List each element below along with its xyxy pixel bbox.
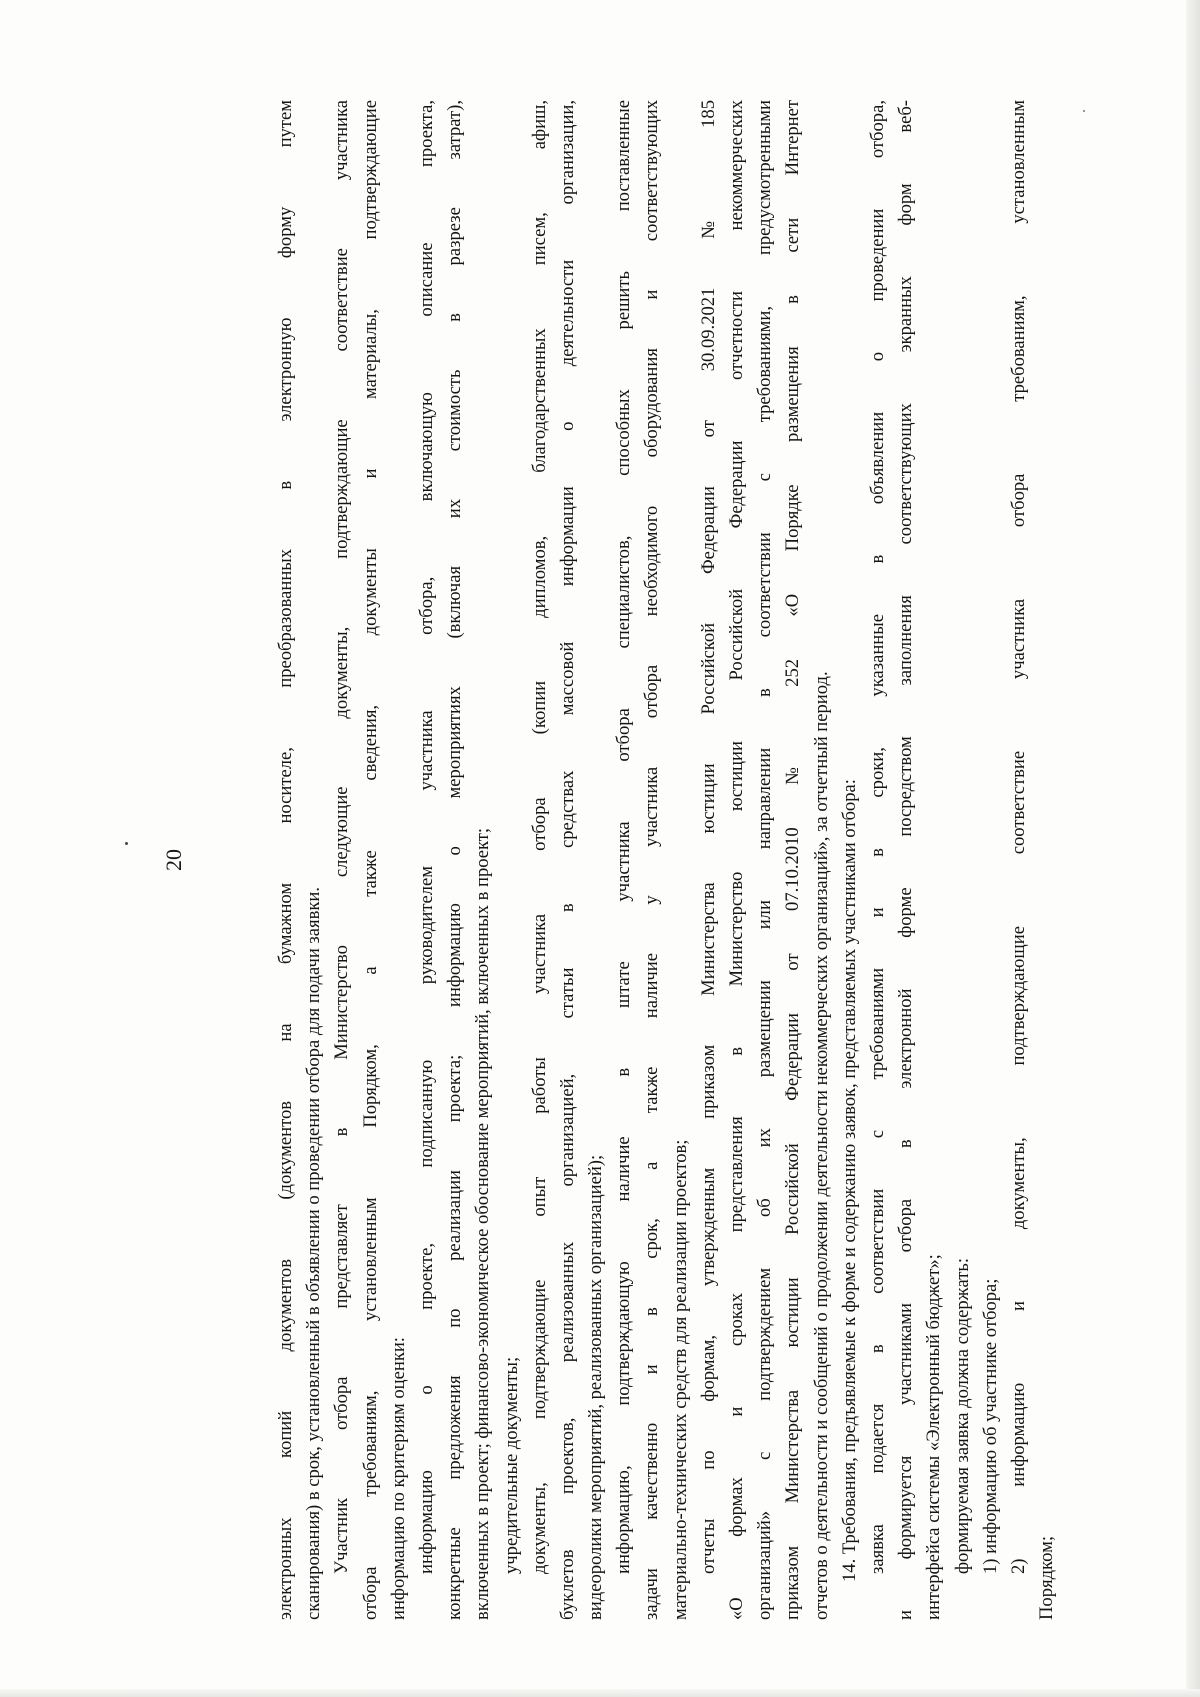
text-line: 1) информацию об участнике отбора; [979,1278,1001,1574]
page-number: 20 [161,849,186,871]
text-line: Порядком; [1036,1536,1058,1620]
text-line: включенных в проект; финансово-экономическое обоснование мероприятий, включенных в проект; [472,827,494,1620]
page-edge-shadow [1186,0,1200,1697]
text-line: конкретные предложения по реализации проекта; информацию о мероприятиях (включая их стоимость в разрезе затрат), [444,100,466,1620]
scan-speck [125,842,128,845]
text-line: электронных копий документов (документов на бумажном носителе, преобразованных в электронную форму путем [275,100,296,1620]
text-line: информацию по критериям оценки: [387,1337,409,1620]
text-line: задачи качественно и в срок, а также наличие у участника отбора необходимого оборудования и соответствующих [641,100,663,1620]
text-line: материально-технических средств для реализации проектов; [669,1139,691,1620]
text-line: и формируется участниками отбора в электронной форме посредством заполнения соответствующих экранных форм веб- [895,100,917,1620]
text-line: организаций» с подтверждением об их размещении или направлении в соответствии с требованиями, предусмотренными [754,100,776,1620]
text-line: 2) информацию и документы, подтверждающие соответствие участника отбора требованиям, установленным [1007,100,1029,1574]
text-line: учредительные документы; [500,1356,522,1574]
text-line: интерфейса системы «Электронный бюджет»; [923,1254,945,1620]
text-line: отчетов о деятельности и сообщений о продолжении деятельности некоммерческих организаций», за отчетный период. [810,671,832,1620]
body-text [272,100,1061,1620]
scan-speck [1083,110,1085,112]
text-line: «О формах и сроках представления в Министерство юстиции Российской Федерации отчетности некоммерческих [726,100,747,1620]
text-line: информацию о проекте, подписанную руководителем участника отбора, включающую описание проекта, [415,100,437,1574]
text-line: документы, подтверждающие опыт работы участника отбора (копии дипломов, благодарственных писем, афиш, [528,100,550,1574]
text-line: Участник отбора представляет в Министерство следующие документы, подтверждающие соответствие участника [331,100,353,1574]
text-line: приказом Министерства юстиции Российской Федерации от 07.10.2010 № 252 «О Порядке размещения в сети Интернет [782,100,804,1620]
page-edge-shadow-bottom [0,1689,1200,1697]
rotated-page-content [161,100,1058,1620]
text-line: видеоролики мероприятий, реализованных организацией); [585,1154,607,1620]
text-line: формируемая заявка должна содержать: [951,1257,973,1574]
text-line: отчеты по формам, утвержденным приказом Министерства юстиции Российской Федерации от 30.09.2021 № 185 [697,100,719,1574]
text-line: информацию, подтверждающую наличие в штате участника отбора специалистов, способных решить поставленные [613,100,635,1574]
text-line: буклетов проектов, реализованных организацией, статьи в средствах массовой информации о деятельности организации, [556,100,578,1620]
text-line: 14. Требования, предъявляемые к форме и содержанию заявок, представляемых участниками отбора: [838,779,860,1582]
text-line: отбора требованиям, установленным Порядком, а также сведения, документы и материалы, подтверждающие [359,100,381,1620]
text-line: сканирования) в срок, установленный в объявлении о проведении отбора для подачи заявки. [303,887,325,1620]
text-line: заявка подается в соответствии с требованиями и в сроки, указанные в объявлении о проведении отбора, [866,100,888,1574]
